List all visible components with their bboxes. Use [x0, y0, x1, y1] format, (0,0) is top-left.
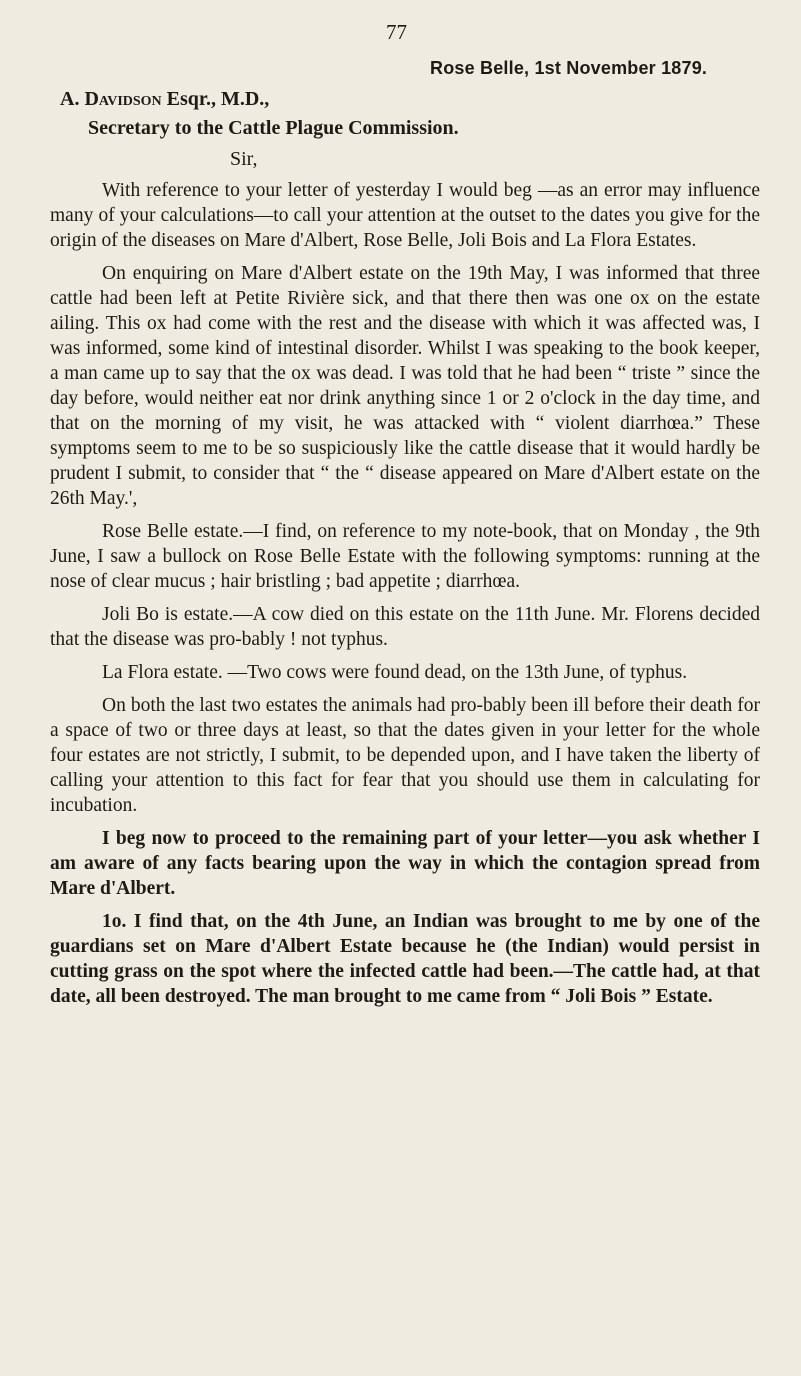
addressee-name	[60, 88, 269, 111]
letter-body	[50, 178, 760, 1017]
salutation: Sir,	[230, 148, 258, 170]
paragraph-joli-bois: Joli Bo is estate.—A cow died on this estate on the 11th June. Mr. Florens decided that the disease was pro-bably ! not typhus.	[50, 604, 760, 650]
addressee-title: Secretary to the Cattle Plague Commission.	[88, 117, 459, 139]
paragraph-contagion: I beg now to proceed to the remaining part of your letter—you ask whether I am aware of any facts bearing upon the way in which the contagion spread from Mare d'Albert.	[50, 828, 760, 899]
paragraph-incubation: On both the last two estates the animals had pro-bably been ill before their death for a space of two or three days at least, so that the dates given in your letter for the whole four estates are not strictly, I submit, to be depended upon, and I have taken the liberty of calling your attention to this fact for fear that you should use them in calculating for incubation.	[50, 695, 760, 816]
paragraph-rose-belle: Rose Belle estate.—I find, on reference to my note-book, that on Monday , the 9th June, I saw a bullock on Rose Belle Estate with the following symptoms: running at the nose of clear mucus ; hair bristling ; bad appetite ; diarrhœa.	[50, 521, 760, 592]
addressee-initial: A.	[60, 88, 80, 110]
paragraph-mare-dalbert: On enquiring on Mare d'Albert estate on the 19th May, I was informed that three cattle had been left at Petite Rivière sick, and that there then was one ox on the estate ailing. This ox had come with the rest and the disease with which it was affected was, I was informed, some kind of intestinal disorder. Whilst I was speaking to the book keeper, a man came up to say that the ox was dead. I was told that he had been “ triste ” since the day before, would neither eat nor drink anything since 1 or 2 o'clock in the day time, and that on the morning of my visit, he was attacked with “ violent diarrhœa.” These symptoms seem to me to be so suspiciously like the cattle disease that it would hardly be prudent I submit, to consider that “ the “ disease appeared on Mare d'Albert estate on the 26th May.',	[50, 263, 760, 509]
addressee-surname: Davidson	[84, 88, 162, 110]
page-number: 77	[386, 20, 407, 44]
paragraph-indian: 1o. I find that, on the 4th June, an Indian was brought to me by one of the guardians set on Mare d'Albert Estate because he (the Indian) would persist in cutting grass on the spot where the infected cattle had been.—The cattle had, at that date, all been destroyed. The man brought to me came from “ Joli Bois ” Estate.	[50, 911, 760, 1007]
paragraph-la-flora: La Flora estate. —Two cows were found dead, on the 13th June, of typhus.	[102, 662, 688, 683]
addressee-suffix: Esqr., M.D.,	[166, 88, 270, 110]
paragraph-intro: With reference to your letter of yesterday I would beg —as an error may influence many of your calculations—to call your attention at the outset to the dates you give for the origin of the diseases on Mare d'Albert, Rose Belle, Joli Bois and La Flora Estates.	[50, 180, 760, 251]
letter-dateline: Rose Belle, 1st November 1879.	[430, 58, 708, 78]
